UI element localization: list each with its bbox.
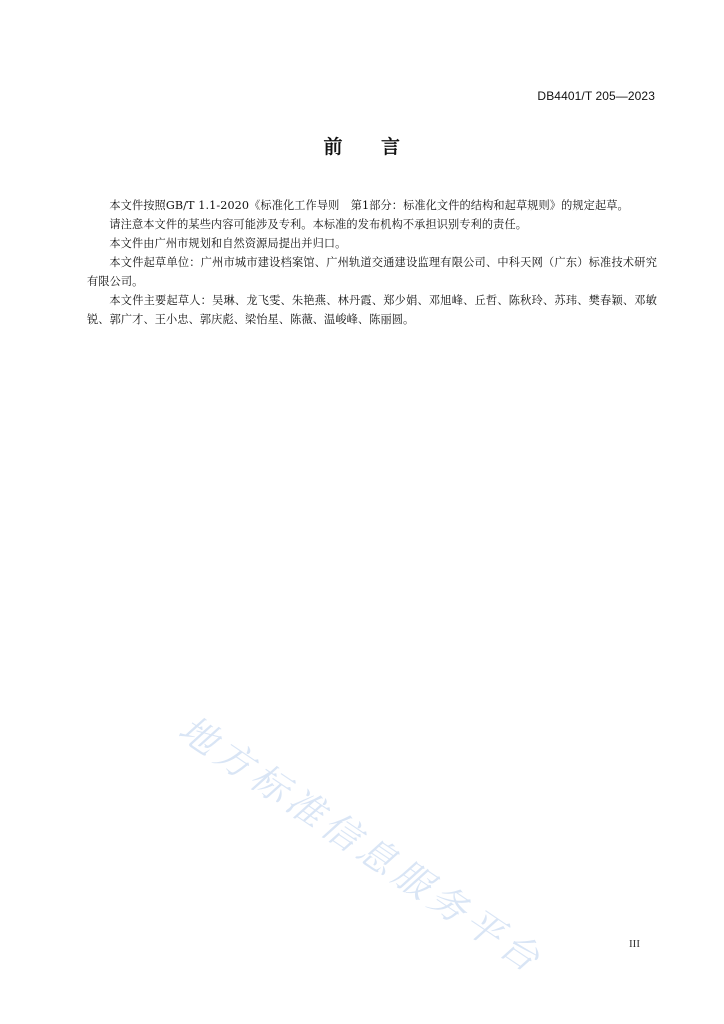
foreword-body <box>87 196 657 329</box>
page-title <box>0 132 724 159</box>
title-part-1: 前 <box>323 136 343 158</box>
title-part-2: 言 <box>381 136 401 158</box>
watermark: 地方标准信息服务平台 <box>171 707 552 984</box>
document-code: DB4401/T 205—2023 <box>537 89 655 103</box>
paragraph-drafting-units: 本文件起草单位：广州市城市建设档案馆、广州轨道交通建设监理有限公司、中科天网（广东）标准技术研究有限公司。 <box>87 256 657 288</box>
paragraph-standard-basis: 本文件按照GB/T 1.1-2020《标准化工作导则 第1部分：标准化文件的结构和起草规则》的规定起草。 <box>109 199 629 212</box>
paragraph-patent-notice: 请注意本文件的某些内容可能涉及专利。本标准的发布机构不承担识别专利的责任。 <box>109 218 528 231</box>
paragraph-proposer: 本文件由广州市规划和自然资源局提出并归口。 <box>109 237 347 250</box>
paragraph-drafters: 本文件主要起草人：吴琳、龙飞雯、朱艳燕、林丹霞、郑少娟、邓旭峰、丘哲、陈秋玲、苏玮、樊春颖、邓敏锐、郭广才、王小忠、郭庆彪、梁怡星、陈薇、温峻峰、陈丽圆。 <box>87 294 657 326</box>
page-number: III <box>629 938 640 950</box>
